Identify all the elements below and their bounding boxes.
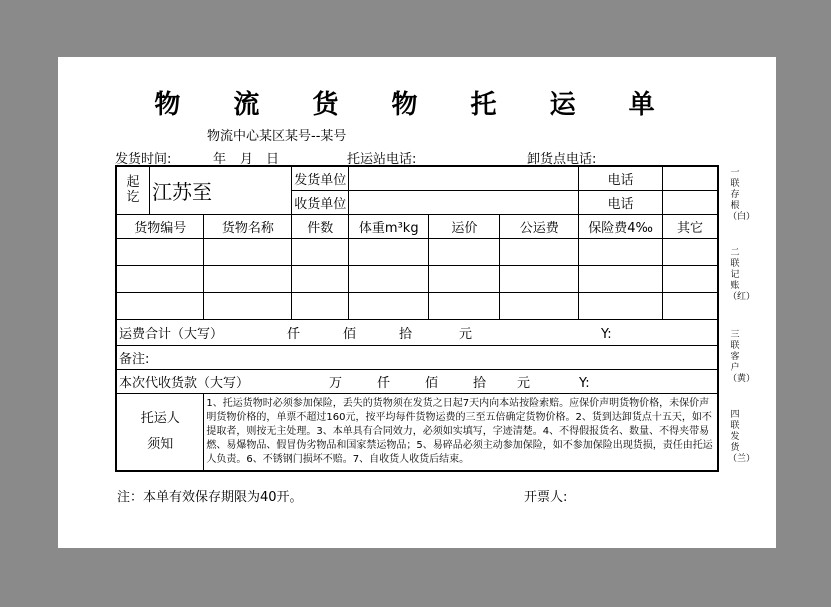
footer-note: 注：本单有效保存期限为40开。 [117, 490, 303, 505]
total-freight-label: 运费合计（大写） [119, 326, 224, 342]
cell-input[interactable] [579, 265, 663, 292]
cell-input[interactable] [663, 238, 718, 265]
year-label: 年 [213, 152, 227, 167]
qi-label: 起 [126, 175, 140, 191]
zhi-label: 讫 [126, 190, 140, 206]
total-freight-field[interactable] [116, 319, 718, 345]
total-freight-row [116, 319, 718, 345]
yen-label: Y: [579, 375, 590, 391]
yuan-label: 元 [459, 326, 473, 342]
cell-input[interactable] [429, 265, 500, 292]
shi-label: 拾 [399, 326, 413, 342]
receiver-phone-field[interactable] [663, 190, 718, 214]
column-header-row [116, 214, 718, 238]
notice-label-cell [116, 393, 204, 471]
cell-input[interactable] [116, 238, 204, 265]
ship-time-label: 发货时间: [115, 152, 172, 167]
cell-input[interactable] [204, 292, 292, 319]
sender-phone-field[interactable] [663, 166, 718, 190]
bai-label: 佰 [343, 326, 357, 342]
day-label: 日 [266, 152, 280, 167]
cell-input[interactable] [429, 238, 500, 265]
sender-phone-label: 电话 [579, 166, 663, 190]
waybill-table [115, 165, 719, 472]
company-address: 物流中心某区某号--某号 [207, 129, 347, 144]
cell-input[interactable] [292, 238, 349, 265]
col-freight: 公运费 [500, 214, 579, 238]
sender-unit-label: 发货单位 [292, 166, 349, 190]
yuan-label: 元 [517, 375, 531, 391]
side-label-4: 四联发货（兰） [728, 410, 756, 464]
sender-row [116, 166, 718, 190]
col-goods-no: 货物编号 [116, 214, 204, 238]
col-goods-name: 货物名称 [204, 214, 292, 238]
cell-input[interactable] [579, 238, 663, 265]
notice-label-2: 须知 [147, 436, 174, 452]
side-label-1: 一联存根（白） [728, 168, 756, 222]
sender-unit-field[interactable] [349, 166, 579, 190]
cell-input[interactable] [116, 265, 204, 292]
cell-input[interactable] [349, 238, 429, 265]
col-other: 其它 [663, 214, 718, 238]
cell-input[interactable] [500, 292, 579, 319]
remarks-row [116, 345, 718, 369]
table-row [116, 265, 718, 292]
cod-field[interactable] [116, 369, 718, 393]
cell-input[interactable] [579, 292, 663, 319]
col-weight: 体重m³kg [349, 214, 429, 238]
qian-label: 仟 [287, 326, 301, 342]
receiver-unit-field[interactable] [349, 190, 579, 214]
cell-input[interactable] [500, 265, 579, 292]
unload-phone-label: 卸货点电话: [527, 152, 597, 167]
cell-input[interactable] [663, 265, 718, 292]
form-title: 物 流 货 物 托 运 单 [154, 90, 677, 120]
qian-label: 仟 [377, 375, 391, 391]
wan-label: 万 [329, 375, 343, 391]
side-label-3: 三联客户（黄） [728, 330, 756, 384]
cell-input[interactable] [429, 292, 500, 319]
yen-label: Y: [601, 326, 612, 342]
cod-row [116, 369, 718, 393]
col-insurance: 保险费4‰ [579, 214, 663, 238]
remarks-label: 备注: [119, 351, 150, 367]
col-rate: 运价 [429, 214, 500, 238]
shi-label: 拾 [473, 375, 487, 391]
origin-cell: 江苏至 [150, 166, 292, 214]
cell-input[interactable] [292, 292, 349, 319]
cell-input[interactable] [204, 238, 292, 265]
route-label-cell [116, 166, 150, 214]
table-row [116, 238, 718, 265]
month-label: 月 [240, 152, 254, 167]
remarks-field[interactable] [116, 345, 718, 369]
notice-label-1: 托运人 [140, 410, 180, 426]
receiver-phone-label: 电话 [579, 190, 663, 214]
side-label-2: 二联记账（红） [728, 248, 756, 302]
cell-input[interactable] [204, 265, 292, 292]
issuer-label: 开票人: [524, 490, 568, 505]
bai-label: 佰 [425, 375, 439, 391]
col-pieces: 件数 [292, 214, 349, 238]
cell-input[interactable] [116, 292, 204, 319]
station-phone-label: 托运站电话: [347, 152, 417, 167]
cell-input[interactable] [500, 238, 579, 265]
cod-label: 本次代收货款（大写） [119, 375, 250, 391]
notice-row [116, 393, 718, 471]
cell-input[interactable] [349, 292, 429, 319]
cell-input[interactable] [292, 265, 349, 292]
cell-input[interactable] [349, 265, 429, 292]
cell-input[interactable] [663, 292, 718, 319]
table-row [116, 292, 718, 319]
notice-text: 1、托运货物时必须参加保险，丢失的货物须在发货之日起7天内向本站按险索赔。应保价声明货物价格，未保价声明货物价格的，单票不超过160元，按平均每件货物运费的三至五倍确定货物价格。2、货到达卸货点十五天，如不提取者，则按无主处理。3、本单具有合同效力，必须如实填写，字迹清楚。4、不得假报货名、数量、不得夹带易燃、易爆物品、假冒伪劣物品和国家禁运物品；5、易碎品必须主动参加保险，如不参加保险出现货损，责任由托运人负责。6、不锈钢门损坏不赔。7、自收货人收货后结束。 [204, 393, 718, 471]
receiver-unit-label: 收货单位 [292, 190, 349, 214]
